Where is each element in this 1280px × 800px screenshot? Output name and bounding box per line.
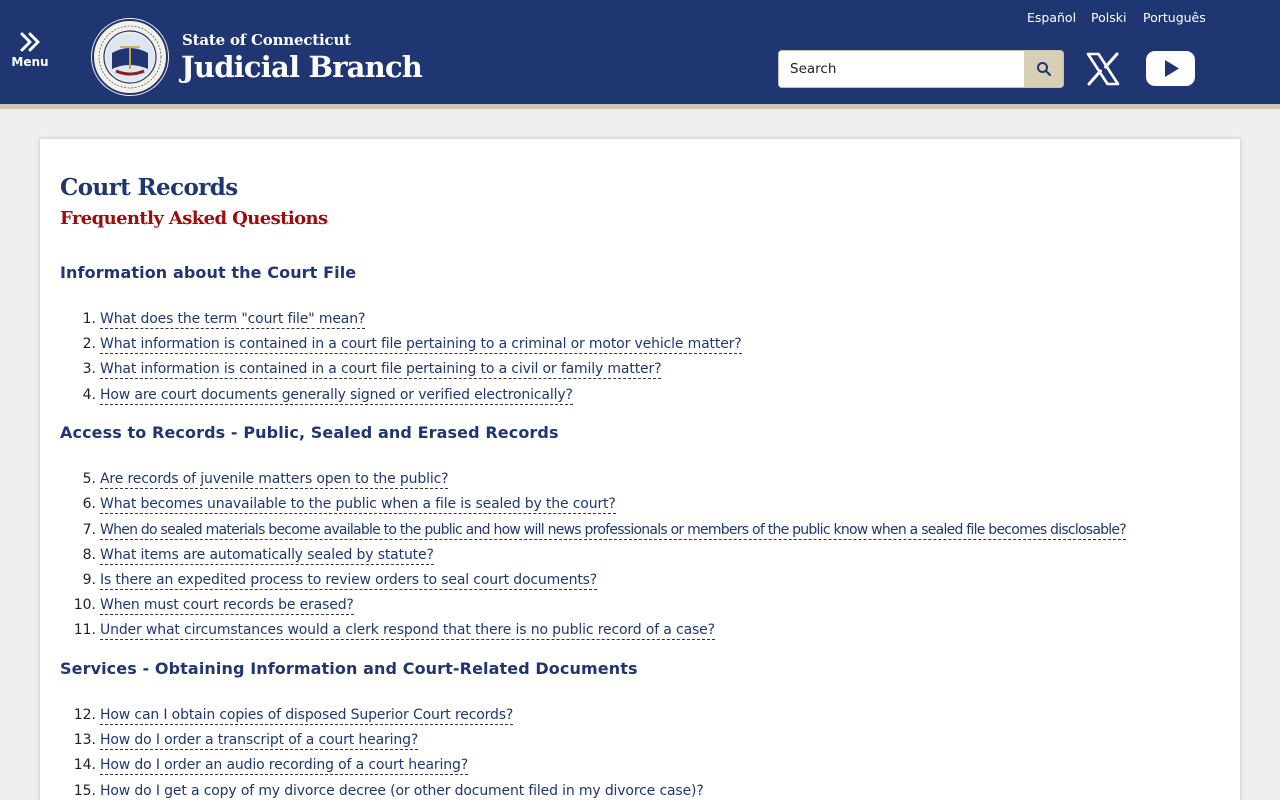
list-item: [60, 308, 365, 330]
search-icon: [1036, 61, 1052, 77]
list-item: [60, 333, 742, 355]
faq-link[interactable]: What information is contained in a court file pertaining to a civil or family matter?: [100, 361, 662, 377]
search-form: [778, 50, 1064, 88]
faq-link[interactable]: How can I obtain copies of disposed Superior Court records?: [100, 707, 514, 723]
menu-label: Menu: [11, 55, 49, 69]
x-icon[interactable]: [1086, 52, 1120, 86]
list-item: [60, 619, 715, 641]
list-item: [60, 729, 418, 751]
faq-link[interactable]: Under what circumstances would a clerk respond that there is no public record of a case?: [100, 622, 715, 638]
page-subtitle: Frequently Asked Questions: [60, 208, 328, 229]
menu-button[interactable]: [8, 32, 52, 76]
list-item: [60, 519, 1126, 541]
brand-state-name[interactable]: State of Connecticut: [182, 31, 351, 49]
list-item: [60, 468, 448, 490]
section-heading-services: Services - Obtaining Information and Court-Related Documents: [60, 659, 638, 678]
faq-link[interactable]: What does the term "court file" mean?: [100, 311, 366, 327]
faq-link[interactable]: How do I order a transcript of a court hearing?: [100, 732, 419, 748]
list-item: [60, 569, 597, 591]
faq-link[interactable]: What becomes unavailable to the public when a file is sealed by the court?: [100, 496, 616, 512]
site-header: [0, 0, 1280, 104]
language-link-spanish[interactable]: Español: [1027, 10, 1077, 25]
item-number: 14.: [73, 757, 96, 773]
section-heading-access-to-records: Access to Records - Public, Sealed and Erased Records: [60, 423, 559, 442]
faq-link[interactable]: How do I get a copy of my divorce decree (or other document filed in my divorce case)?: [100, 783, 704, 799]
list-item: [60, 384, 573, 406]
item-number: 5.: [82, 471, 96, 487]
section-heading-court-file: Information about the Court File: [60, 263, 357, 282]
item-number: 9.: [82, 572, 96, 588]
faq-link[interactable]: When must court records be erased?: [100, 597, 354, 613]
header-divider: [0, 104, 1280, 109]
list-item: [60, 493, 616, 515]
faq-link[interactable]: What items are automatically sealed by statute?: [100, 547, 434, 563]
search-button[interactable]: [1024, 51, 1063, 87]
faq-link[interactable]: How are court documents generally signed or verified electronically?: [100, 387, 573, 403]
language-link-portuguese[interactable]: Português: [1143, 10, 1206, 25]
item-number: 15.: [73, 783, 96, 799]
double-chevron-right-icon: [19, 32, 41, 52]
item-number: 4.: [82, 387, 96, 403]
list-item: [60, 594, 354, 616]
item-number: 12.: [73, 707, 96, 723]
item-number: 10.: [73, 597, 96, 613]
item-number: 8.: [82, 547, 96, 563]
item-number: 7.: [82, 522, 96, 538]
faq-link[interactable]: How do I order an audio recording of a court hearing?: [100, 757, 468, 773]
search-input[interactable]: [779, 51, 1025, 87]
faq-link[interactable]: When do sealed materials become available to the public and how will news professionals or members of the public know when a sealed file becomes disclosable?: [100, 522, 1126, 538]
faq-link[interactable]: Are records of juvenile matters open to the public?: [100, 471, 449, 487]
item-number: 3.: [82, 361, 96, 377]
item-number: 2.: [82, 336, 96, 352]
item-number: 13.: [73, 732, 96, 748]
language-link-polish[interactable]: Polski: [1091, 10, 1127, 25]
list-item: [60, 754, 468, 776]
item-number: 6.: [82, 496, 96, 512]
list-item: [60, 704, 513, 726]
page-title: Court Records: [60, 174, 238, 201]
list-item: [60, 544, 434, 566]
brand-site-name[interactable]: Judicial Branch: [181, 50, 423, 84]
list-item: [60, 780, 704, 800]
judicial-seal-logo[interactable]: [90, 17, 170, 97]
faq-link[interactable]: Is there an expedited process to review orders to seal court documents?: [100, 572, 598, 588]
list-item: [60, 358, 661, 380]
youtube-icon[interactable]: [1146, 51, 1195, 86]
faq-link[interactable]: What information is contained in a court file pertaining to a criminal or motor vehicle matter?: [100, 336, 742, 352]
item-number: 11.: [73, 622, 96, 638]
item-number: 1.: [82, 311, 96, 327]
